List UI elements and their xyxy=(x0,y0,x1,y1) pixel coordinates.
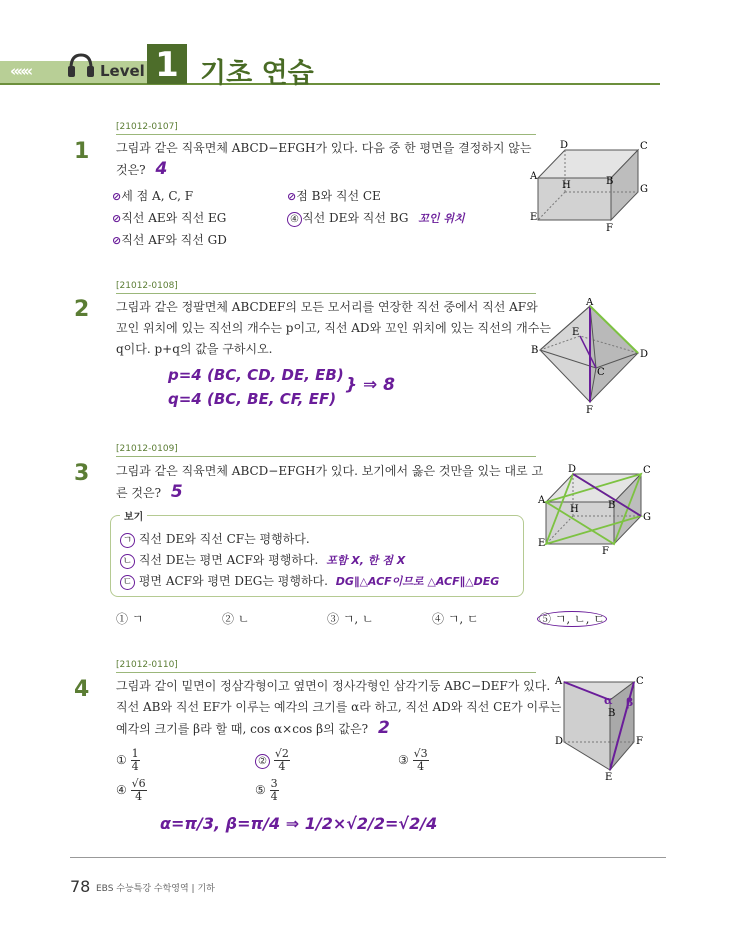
divider xyxy=(116,456,536,457)
choice-3[interactable]: ③ ㄱ, ㄴ xyxy=(327,612,374,626)
choice-1[interactable]: ① $\frac{1}{4}$ xyxy=(116,747,139,773)
question-number: 4 xyxy=(74,677,90,702)
question-text: 그림과 같은 직육면체 ABCD−EFGH가 있다. 다음 중 한 평면을 결정하지 않는 것은? 4 xyxy=(116,141,532,179)
bogi-label: 보기 xyxy=(120,508,147,523)
footer-divider xyxy=(70,857,666,858)
choice-5[interactable]: ⑤ $\frac{3}{4}$ xyxy=(255,777,278,803)
level-label: Level xyxy=(100,62,145,80)
cuboid-figure xyxy=(536,464,656,564)
page-number: 78 xyxy=(70,877,91,896)
vertex-label: E xyxy=(530,212,538,223)
divider xyxy=(116,293,536,294)
vertex-label: B xyxy=(608,500,616,511)
divider xyxy=(116,672,536,673)
problem-code: [21012-0108] xyxy=(116,281,178,291)
question-number: 2 xyxy=(74,297,90,322)
handwritten-answer: 5 xyxy=(170,482,183,502)
question-text: 그림과 같은 정팔면체 ABCDEF의 모든 모서리를 연장한 직선 중에서 직선 AF와 꼬인 위치에 있는 직선의 개수는 p이고, 직선 AD와 꼬인 위치에 있는 직선의 개수는 q이다. p+q의 값을 구하시오. xyxy=(116,300,551,356)
angle-label: β xyxy=(626,696,634,709)
question-text: 그림과 같이 밑면이 정삼각형이고 옆면이 정사각형인 삼각기둥 ABC−DEF가 있다. 직선 AB와 직선 EF가 이루는 예각의 크기를 α라 하고, 직선 AD와 직선 CE가 이루는 예각의 크기를 β라 할 때, cos α×cos β의 값은? 2 xyxy=(116,679,562,738)
bogi-item: ㄷ 평면 ACF와 평면 DEG는 평행하다. DG∥△ACF이므로 △ACF∥△DEG xyxy=(120,572,499,590)
vertex-label: G xyxy=(643,512,651,523)
option-3[interactable]: ⊘직선 AE와 직선 EG xyxy=(112,211,227,225)
option-1[interactable]: ⊘세 점 A, C, F xyxy=(112,189,194,203)
choice-2[interactable]: ② ㄴ xyxy=(222,612,250,626)
choice-2[interactable]: ② $\frac{√2}{4}$ xyxy=(255,748,290,773)
vertex-label: A xyxy=(555,676,563,687)
vertex-label: F xyxy=(602,546,609,557)
option-4[interactable]: ④ 직선 DE와 직선 BG 꼬인 위치 xyxy=(287,209,465,227)
section-title: 기초 연습 xyxy=(200,58,314,89)
handwritten-line: p=4 (BC, CD, DE, EB) xyxy=(168,366,344,384)
headphones-icon xyxy=(66,50,96,84)
vertex-label: B xyxy=(531,345,539,356)
prism-figure xyxy=(550,672,655,786)
level-number: 1 xyxy=(147,44,187,84)
choice-5[interactable]: ⑤ ㄱ, ㄴ, ㄷ xyxy=(539,612,605,626)
cuboid-figure xyxy=(528,140,653,239)
vertex-label: F xyxy=(636,736,643,747)
vertex-label: F xyxy=(606,223,613,234)
vertex-label: D xyxy=(640,349,649,360)
problem-code: [21012-0107] xyxy=(116,122,178,132)
question-text: 그림과 같은 직육면체 ABCD−EFGH가 있다. 보기에서 옳은 것만을 있는 대로 고 른 것은? 5 xyxy=(116,464,544,502)
handwritten-answer: 2 xyxy=(377,718,390,738)
chevrons-icon: ««« xyxy=(10,62,31,80)
vertex-label: H xyxy=(570,504,579,515)
bogi-item: ㄴ 직선 DE는 평면 ACF와 평행하다. 포함 X, 한 점 X xyxy=(120,551,405,569)
vertex-label: D xyxy=(568,464,577,475)
vertex-label: A xyxy=(530,171,538,182)
problem-code: [21012-0109] xyxy=(116,444,178,454)
vertex-label: C xyxy=(643,465,651,476)
vertex-label: E xyxy=(605,772,613,782)
divider xyxy=(116,134,536,135)
question-number: 1 xyxy=(74,139,90,164)
header-underline xyxy=(0,83,660,85)
vertex-label: A xyxy=(538,495,546,506)
handwritten-work: α=π/3, β=π/4 ⇒ 1/2×√2/2=√2/4 xyxy=(160,814,438,833)
vertex-label: E xyxy=(572,327,580,338)
vertex-label: H xyxy=(562,180,571,191)
handwritten-answer: 4 xyxy=(155,159,168,179)
bogi-item: ㄱ 직선 DE와 직선 CF는 평행하다. xyxy=(120,530,310,548)
vertex-label: B xyxy=(608,708,616,719)
handwritten-result: } ⇒ 8 xyxy=(345,375,396,395)
option-2[interactable]: ⊘점 B와 직선 CE xyxy=(287,189,381,203)
handwritten-note: 꼬인 위치 xyxy=(418,212,465,225)
vertex-label: C xyxy=(597,367,605,378)
angle-label: α xyxy=(604,694,613,707)
vertex-label: G xyxy=(640,184,648,195)
option-5[interactable]: ⊘직선 AF와 직선 GD xyxy=(112,233,227,247)
question-number: 3 xyxy=(74,461,90,486)
vertex-label: B xyxy=(606,176,614,187)
vertex-label: C xyxy=(636,676,644,687)
vertex-label: C xyxy=(640,141,648,152)
choice-3[interactable]: ③ $\frac{√3}{4}$ xyxy=(398,747,428,773)
choice-1[interactable]: ① ㄱ xyxy=(116,612,144,626)
vertex-label: A xyxy=(586,298,594,308)
vertex-label: E xyxy=(538,538,546,549)
handwritten-line: q=4 (BC, BE, CF, EF) xyxy=(168,390,337,408)
octahedron-figure xyxy=(530,298,650,420)
choice-4[interactable]: ④ $\frac{√6}{4}$ xyxy=(116,777,146,803)
vertex-label: D xyxy=(555,736,564,747)
problem-code: [21012-0110] xyxy=(116,660,178,670)
choice-4[interactable]: ④ ㄱ, ㄷ xyxy=(432,612,479,626)
book-title: EBS 수능특강 수학영역 | 기하 xyxy=(96,884,215,894)
vertex-label: D xyxy=(560,140,569,151)
vertex-label: F xyxy=(586,405,593,416)
